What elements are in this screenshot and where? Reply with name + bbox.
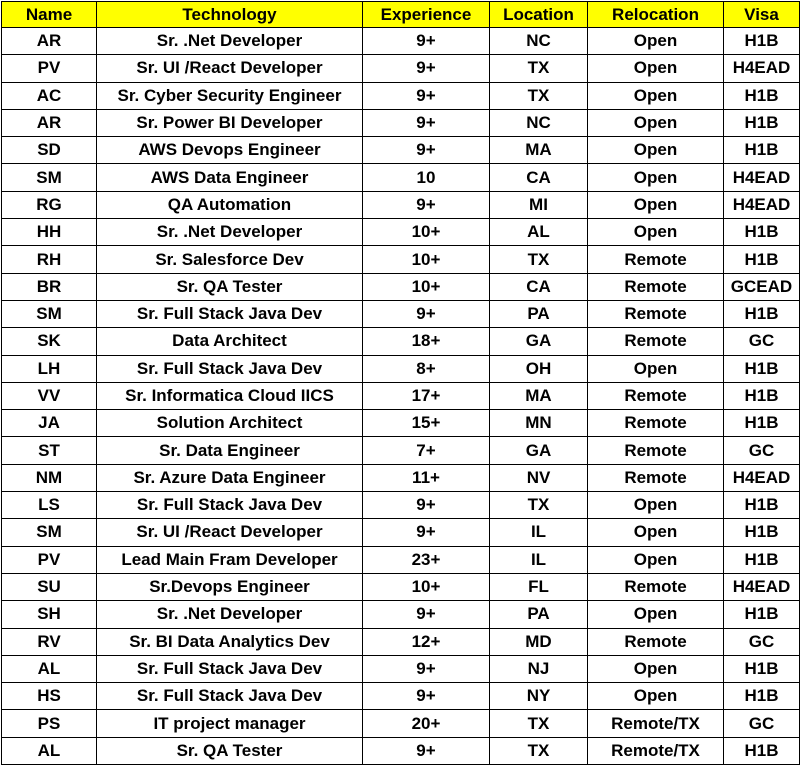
- cell-location: IL: [490, 519, 588, 546]
- cell-relocation: Open: [588, 164, 724, 191]
- cell-location: CA: [490, 164, 588, 191]
- cell-relocation: Open: [588, 55, 724, 82]
- cell-experience: 20+: [363, 710, 490, 737]
- cell-name: PV: [2, 546, 97, 573]
- cell-location: GA: [490, 328, 588, 355]
- cell-name: LS: [2, 492, 97, 519]
- cell-visa: H1B: [724, 546, 800, 573]
- cell-visa: H1B: [724, 737, 800, 764]
- cell-technology: Sr. UI /React Developer: [97, 55, 363, 82]
- cell-location: AL: [490, 219, 588, 246]
- cell-name: SD: [2, 137, 97, 164]
- cell-visa: H1B: [724, 300, 800, 327]
- cell-experience: 9+: [363, 55, 490, 82]
- cell-location: NC: [490, 109, 588, 136]
- table-row: [2, 683, 800, 710]
- cell-experience: 9+: [363, 191, 490, 218]
- table-row: [2, 328, 800, 355]
- cell-relocation: Open: [588, 655, 724, 682]
- cell-relocation: Remote: [588, 246, 724, 273]
- cell-experience: 18+: [363, 328, 490, 355]
- cell-visa: GCEAD: [724, 273, 800, 300]
- cell-experience: 8+: [363, 355, 490, 382]
- cell-experience: 9+: [363, 519, 490, 546]
- cell-name: SU: [2, 573, 97, 600]
- cell-visa: H1B: [724, 382, 800, 409]
- cell-visa: H1B: [724, 137, 800, 164]
- cell-visa: H1B: [724, 410, 800, 437]
- cell-visa: H4EAD: [724, 573, 800, 600]
- cell-relocation: Open: [588, 492, 724, 519]
- table-row: [2, 273, 800, 300]
- cell-location: NC: [490, 28, 588, 55]
- table-row: [2, 410, 800, 437]
- cell-relocation: Open: [588, 546, 724, 573]
- cell-experience: 10+: [363, 246, 490, 273]
- table-row: [2, 219, 800, 246]
- table-row: [2, 573, 800, 600]
- cell-relocation: Open: [588, 355, 724, 382]
- table-header: [2, 2, 800, 28]
- cell-name: SM: [2, 164, 97, 191]
- cell-visa: H1B: [724, 601, 800, 628]
- cell-name: SK: [2, 328, 97, 355]
- table-row: [2, 109, 800, 136]
- cell-name: RH: [2, 246, 97, 273]
- column-header-experience: Experience: [363, 2, 490, 28]
- table-row: [2, 82, 800, 109]
- cell-technology: Sr. Cyber Security Engineer: [97, 82, 363, 109]
- cell-technology: Sr. Data Engineer: [97, 437, 363, 464]
- cell-technology: Sr. .Net Developer: [97, 28, 363, 55]
- cell-name: ST: [2, 437, 97, 464]
- cell-technology: Sr. Salesforce Dev: [97, 246, 363, 273]
- cell-name: HH: [2, 219, 97, 246]
- table-row: [2, 519, 800, 546]
- cell-technology: Sr. Full Stack Java Dev: [97, 683, 363, 710]
- column-header-visa: Visa: [724, 2, 800, 28]
- cell-relocation: Remote: [588, 382, 724, 409]
- cell-location: MI: [490, 191, 588, 218]
- table-row: [2, 655, 800, 682]
- cell-technology: Sr. QA Tester: [97, 737, 363, 764]
- cell-experience: 9+: [363, 683, 490, 710]
- column-header-name: Name: [2, 2, 97, 28]
- header-row: [2, 2, 800, 28]
- cell-name: PV: [2, 55, 97, 82]
- cell-visa: H4EAD: [724, 191, 800, 218]
- cell-location: TX: [490, 492, 588, 519]
- cell-technology: AWS Data Engineer: [97, 164, 363, 191]
- cell-relocation: Open: [588, 219, 724, 246]
- cell-visa: H1B: [724, 655, 800, 682]
- cell-experience: 10+: [363, 219, 490, 246]
- cell-experience: 10+: [363, 273, 490, 300]
- cell-name: VV: [2, 382, 97, 409]
- cell-relocation: Open: [588, 137, 724, 164]
- cell-experience: 10+: [363, 573, 490, 600]
- cell-name: AR: [2, 28, 97, 55]
- cell-location: TX: [490, 55, 588, 82]
- cell-location: CA: [490, 273, 588, 300]
- cell-experience: 9+: [363, 492, 490, 519]
- cell-name: LH: [2, 355, 97, 382]
- cell-location: TX: [490, 82, 588, 109]
- table-row: [2, 137, 800, 164]
- cell-visa: H4EAD: [724, 164, 800, 191]
- cell-technology: Sr. Full Stack Java Dev: [97, 655, 363, 682]
- cell-relocation: Remote: [588, 300, 724, 327]
- cell-location: IL: [490, 546, 588, 573]
- cell-location: NV: [490, 464, 588, 491]
- cell-technology: Sr. Full Stack Java Dev: [97, 492, 363, 519]
- cell-location: MD: [490, 628, 588, 655]
- column-header-technology: Technology: [97, 2, 363, 28]
- cell-name: JA: [2, 410, 97, 437]
- table-row: [2, 601, 800, 628]
- cell-technology: Sr. Full Stack Java Dev: [97, 355, 363, 382]
- cell-experience: 9+: [363, 601, 490, 628]
- table-row: [2, 55, 800, 82]
- cell-location: NY: [490, 683, 588, 710]
- cell-relocation: Open: [588, 109, 724, 136]
- cell-name: AR: [2, 109, 97, 136]
- cell-relocation: Open: [588, 28, 724, 55]
- cell-experience: 7+: [363, 437, 490, 464]
- cell-visa: H1B: [724, 219, 800, 246]
- table-body: [2, 28, 800, 765]
- cell-experience: 23+: [363, 546, 490, 573]
- cell-experience: 9+: [363, 300, 490, 327]
- cell-visa: GC: [724, 328, 800, 355]
- cell-technology: IT project manager: [97, 710, 363, 737]
- cell-technology: Sr.Devops Engineer: [97, 573, 363, 600]
- cell-name: SM: [2, 519, 97, 546]
- table-row: [2, 737, 800, 764]
- cell-location: MA: [490, 137, 588, 164]
- column-header-location: Location: [490, 2, 588, 28]
- cell-relocation: Open: [588, 683, 724, 710]
- cell-visa: H1B: [724, 246, 800, 273]
- cell-relocation: Remote/TX: [588, 737, 724, 764]
- table-row: [2, 437, 800, 464]
- cell-location: TX: [490, 710, 588, 737]
- cell-name: AL: [2, 655, 97, 682]
- cell-relocation: Open: [588, 519, 724, 546]
- cell-location: FL: [490, 573, 588, 600]
- table-row: [2, 191, 800, 218]
- table-row: [2, 464, 800, 491]
- cell-technology: Sr. .Net Developer: [97, 219, 363, 246]
- cell-technology: Lead Main Fram Developer: [97, 546, 363, 573]
- cell-relocation: Remote: [588, 464, 724, 491]
- cell-technology: Solution Architect: [97, 410, 363, 437]
- cell-experience: 15+: [363, 410, 490, 437]
- cell-relocation: Remote/TX: [588, 710, 724, 737]
- cell-experience: 9+: [363, 737, 490, 764]
- cell-visa: GC: [724, 710, 800, 737]
- cell-location: TX: [490, 737, 588, 764]
- cell-technology: Sr. Full Stack Java Dev: [97, 300, 363, 327]
- cell-experience: 9+: [363, 82, 490, 109]
- cell-technology: Data Architect: [97, 328, 363, 355]
- cell-relocation: Remote: [588, 437, 724, 464]
- cell-name: AC: [2, 82, 97, 109]
- cell-name: AL: [2, 737, 97, 764]
- cell-visa: H1B: [724, 519, 800, 546]
- table-row: [2, 546, 800, 573]
- table-row: [2, 492, 800, 519]
- cell-name: SM: [2, 300, 97, 327]
- cell-technology: Sr. Informatica Cloud IICS: [97, 382, 363, 409]
- cell-location: NJ: [490, 655, 588, 682]
- cell-visa: H1B: [724, 28, 800, 55]
- table-row: [2, 300, 800, 327]
- cell-experience: 17+: [363, 382, 490, 409]
- cell-technology: Sr. UI /React Developer: [97, 519, 363, 546]
- cell-technology: Sr. QA Tester: [97, 273, 363, 300]
- cell-relocation: Open: [588, 191, 724, 218]
- cell-relocation: Remote: [588, 573, 724, 600]
- cell-visa: H1B: [724, 683, 800, 710]
- cell-visa: H1B: [724, 109, 800, 136]
- table-row: [2, 382, 800, 409]
- table-row: [2, 355, 800, 382]
- cell-name: SH: [2, 601, 97, 628]
- candidate-table: [1, 1, 800, 765]
- cell-location: TX: [490, 246, 588, 273]
- cell-relocation: Remote: [588, 410, 724, 437]
- cell-visa: H1B: [724, 82, 800, 109]
- cell-visa: H1B: [724, 492, 800, 519]
- cell-relocation: Remote: [588, 628, 724, 655]
- cell-experience: 12+: [363, 628, 490, 655]
- cell-experience: 11+: [363, 464, 490, 491]
- cell-name: BR: [2, 273, 97, 300]
- cell-location: MA: [490, 382, 588, 409]
- cell-location: PA: [490, 300, 588, 327]
- table-row: [2, 28, 800, 55]
- cell-name: HS: [2, 683, 97, 710]
- cell-location: MN: [490, 410, 588, 437]
- cell-technology: Sr. .Net Developer: [97, 601, 363, 628]
- cell-location: PA: [490, 601, 588, 628]
- cell-technology: Sr. Power BI Developer: [97, 109, 363, 136]
- table-row: [2, 628, 800, 655]
- cell-name: RV: [2, 628, 97, 655]
- cell-visa: GC: [724, 437, 800, 464]
- cell-experience: 10: [363, 164, 490, 191]
- cell-relocation: Remote: [588, 273, 724, 300]
- cell-name: PS: [2, 710, 97, 737]
- table-row: [2, 246, 800, 273]
- cell-relocation: Open: [588, 601, 724, 628]
- column-header-relocation: Relocation: [588, 2, 724, 28]
- cell-visa: GC: [724, 628, 800, 655]
- cell-technology: QA Automation: [97, 191, 363, 218]
- cell-experience: 9+: [363, 655, 490, 682]
- cell-experience: 9+: [363, 137, 490, 164]
- cell-experience: 9+: [363, 28, 490, 55]
- cell-location: OH: [490, 355, 588, 382]
- cell-technology: Sr. BI Data Analytics Dev: [97, 628, 363, 655]
- cell-relocation: Open: [588, 82, 724, 109]
- table-row: [2, 164, 800, 191]
- cell-experience: 9+: [363, 109, 490, 136]
- cell-visa: H1B: [724, 355, 800, 382]
- table-row: [2, 710, 800, 737]
- cell-name: NM: [2, 464, 97, 491]
- cell-visa: H4EAD: [724, 55, 800, 82]
- cell-location: GA: [490, 437, 588, 464]
- cell-visa: H4EAD: [724, 464, 800, 491]
- cell-relocation: Remote: [588, 328, 724, 355]
- cell-technology: Sr. Azure Data Engineer: [97, 464, 363, 491]
- cell-name: RG: [2, 191, 97, 218]
- cell-technology: AWS Devops Engineer: [97, 137, 363, 164]
